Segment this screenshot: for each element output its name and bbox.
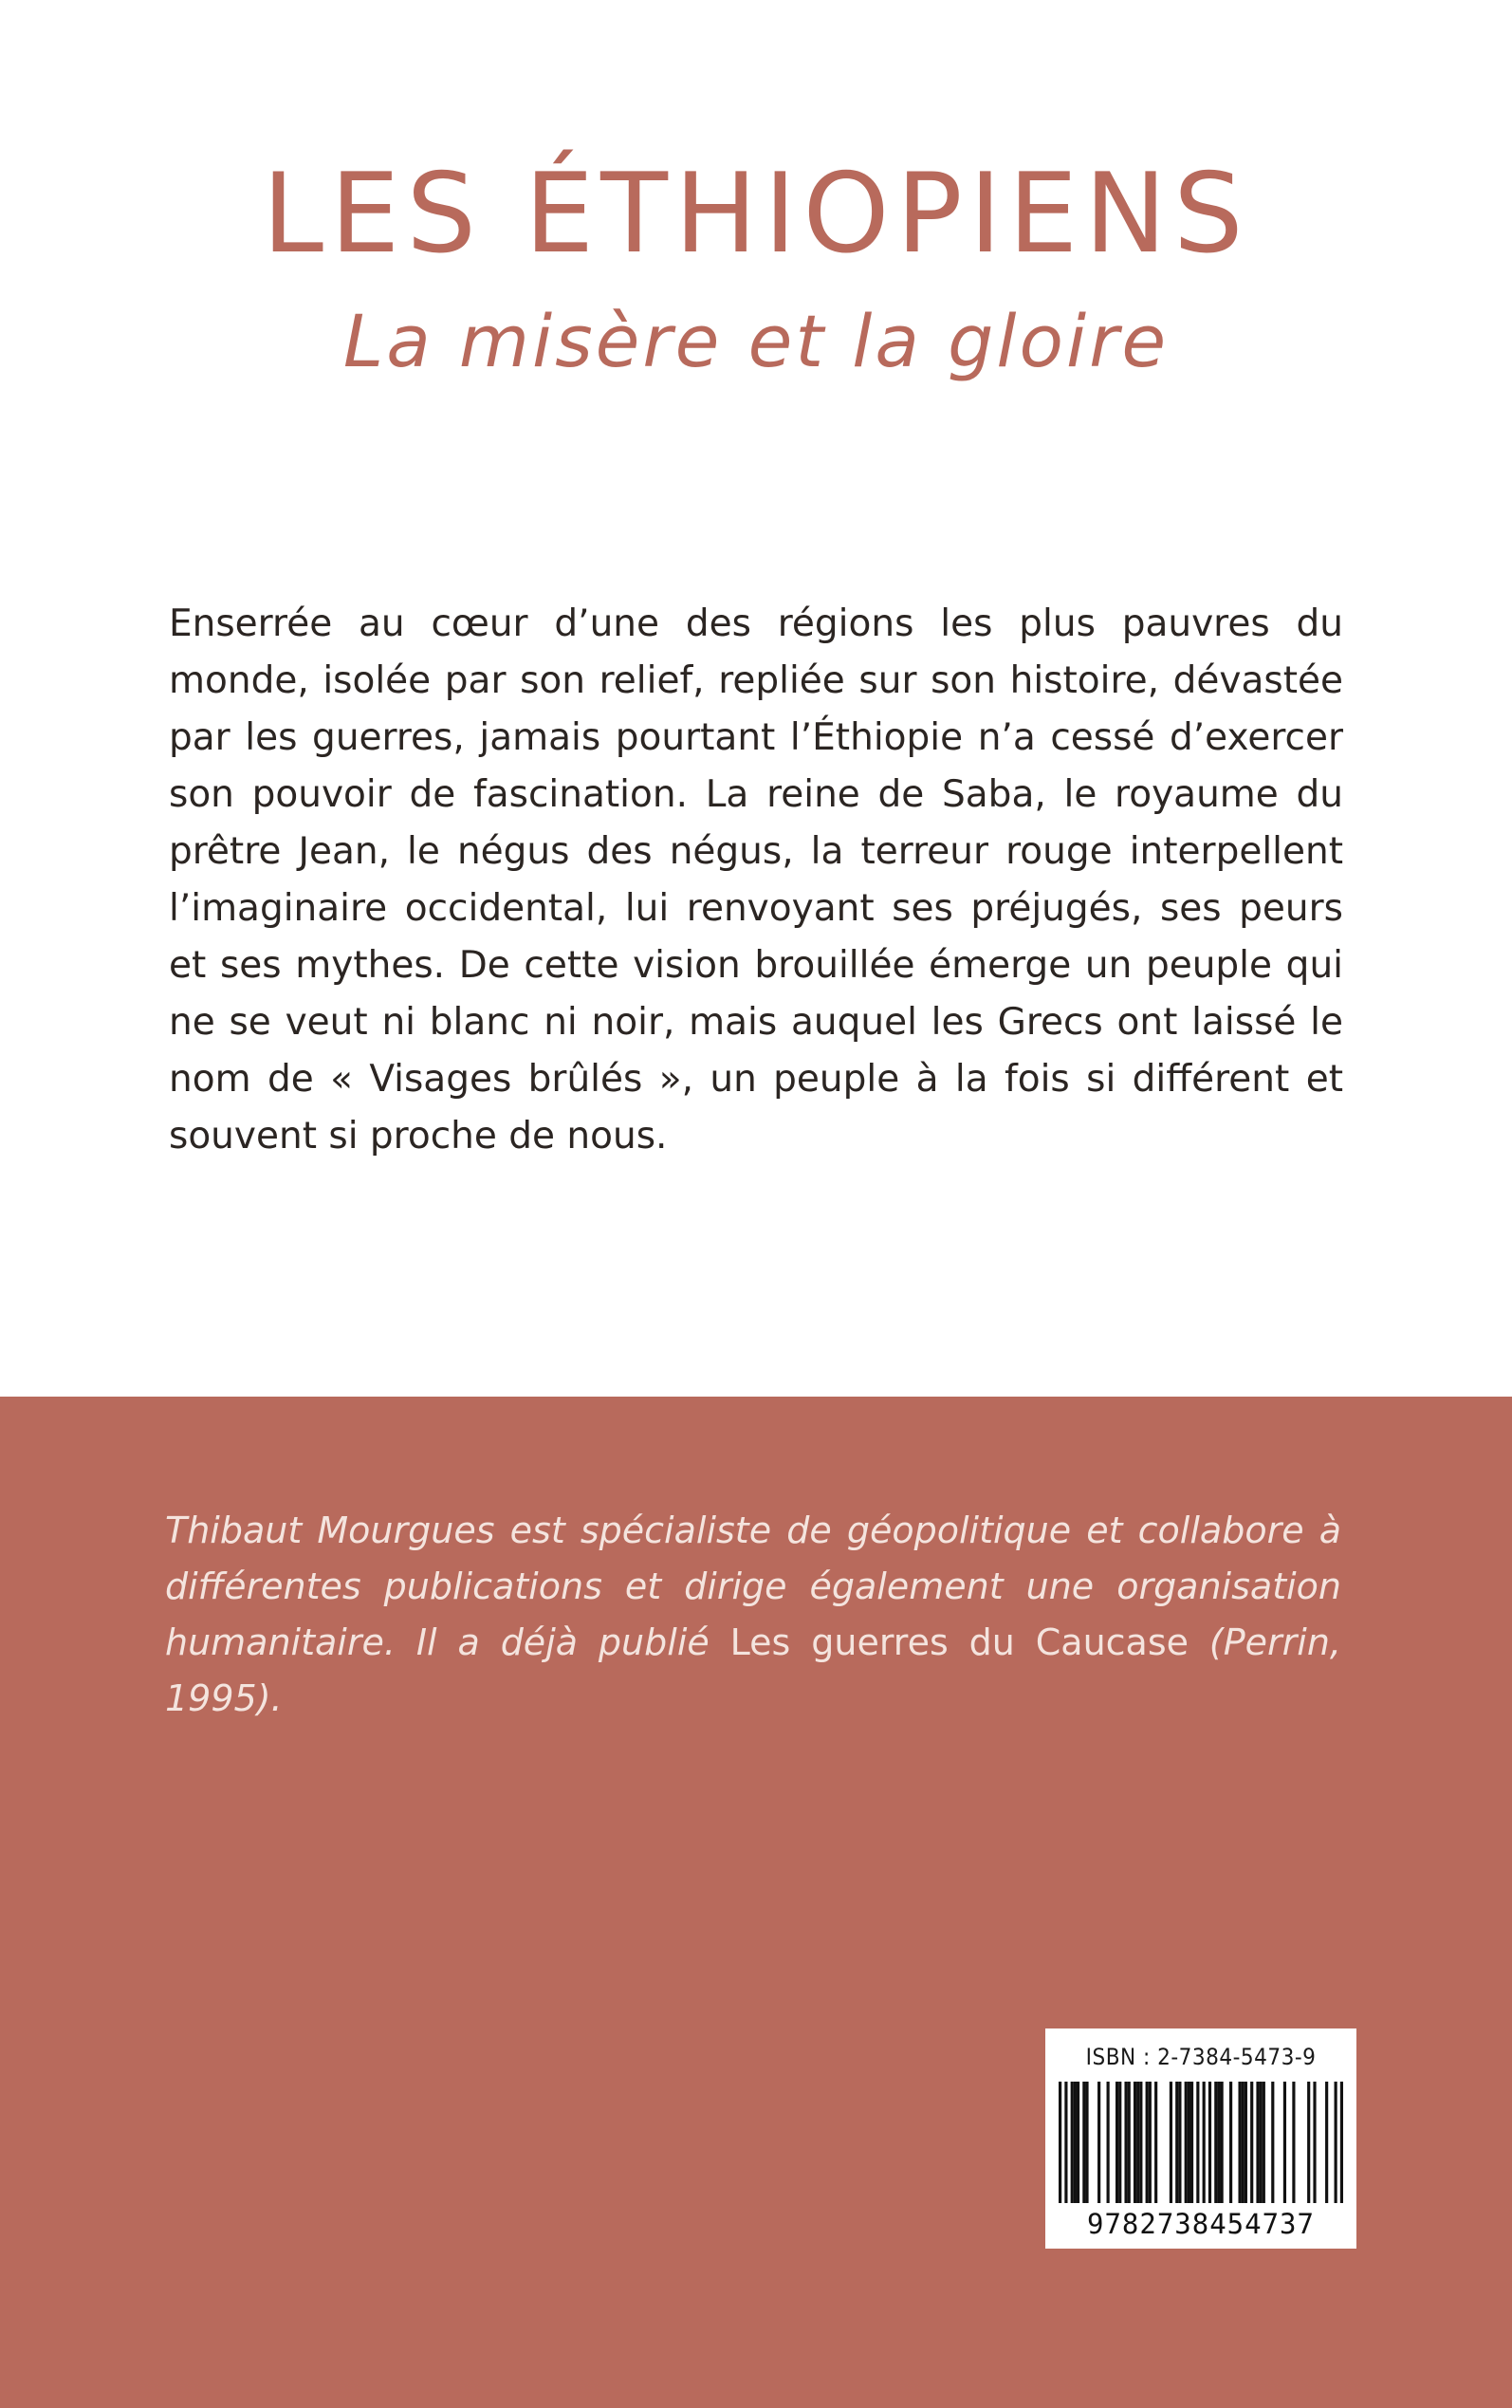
barcode-bar <box>1074 2082 1077 2203</box>
isbn-label: ISBN : 2-7384-5473-9 <box>1085 2044 1317 2070</box>
barcode-bar <box>1170 2082 1172 2203</box>
barcode-bar <box>1071 2082 1074 2203</box>
barcode-bar <box>1107 2082 1110 2203</box>
barcode-bar <box>1124 2082 1127 2203</box>
barcode-bar <box>1250 2082 1253 2203</box>
barcode-bar <box>1340 2082 1343 2203</box>
barcode-bar <box>1283 2082 1286 2203</box>
barcode-bar <box>1245 2082 1247 2203</box>
barcode-bar <box>1082 2082 1085 2203</box>
book-blurb: Enserrée au cœur d’une des régions les plus pauvres du monde, isolée par son relief, repliée sur son histoire, dévastée par les guerres, jamais pourtant l’Éthiopie n’a cessé d’exercer son pouvoir de fascination. La reine de Saba, le royaume du prêtre Jean, le négus des négus, la terreur rouge interpellent l’imaginaire occidental, lui renvoyant ses préjugés, ses peurs et ses mythes. De cette vision brouillée émerge un peuple qui ne se veut ni blanc ni noir, mais auquel les Grecs ont laissé le nom de « Visages brûlés », un peuple à la fois si différent et souvent si proche de nous. <box>169 602 1343 1158</box>
barcode-bar <box>1128 2082 1131 2203</box>
barcode-bar <box>1208 2082 1211 2203</box>
barcode-bar <box>1196 2082 1199 2203</box>
barcode-bar <box>1097 2082 1100 2203</box>
ean-number: 9782738454737 <box>1087 2208 1315 2240</box>
barcode-bar <box>1064 2082 1067 2203</box>
barcode-bar <box>1059 2082 1061 2203</box>
barcode-bar <box>1188 2082 1190 2203</box>
barcode-bar <box>1313 2082 1316 2203</box>
barcode-bar <box>1221 2082 1224 2203</box>
barcode-bar <box>1134 2082 1136 2203</box>
barcode-bar <box>1325 2082 1328 2203</box>
barcode-bar <box>1139 2082 1142 2203</box>
author-bio <box>165 1503 1341 1727</box>
barcode-bar <box>1263 2082 1265 2203</box>
barcode-bar <box>1203 2082 1206 2203</box>
barcode-bar <box>1335 2082 1337 2203</box>
barcode-bar <box>1116 2082 1118 2203</box>
author-bio-publisher: (Perrin, 1995). <box>165 1621 1342 1719</box>
previous-book-title: Les guerres du Caucase <box>729 1621 1189 1663</box>
barcode-bar <box>1307 2082 1310 2203</box>
barcode-bar <box>1077 2082 1079 2203</box>
barcode <box>1059 2082 1343 2203</box>
barcode-bar <box>1190 2082 1193 2203</box>
barcode-bar <box>1260 2082 1263 2203</box>
barcode-bar <box>1085 2082 1088 2203</box>
barcode-bar <box>1229 2082 1232 2203</box>
isbn-barcode-box <box>1045 2028 1356 2249</box>
barcode-bar <box>1154 2082 1157 2203</box>
barcode-bar <box>1214 2082 1217 2203</box>
book-subtitle: La misère et la gloire <box>342 299 1170 383</box>
barcode-bar <box>1256 2082 1259 2203</box>
barcode-bar <box>1149 2082 1152 2203</box>
barcode-bar <box>1136 2082 1139 2203</box>
barcode-bar <box>1178 2082 1181 2203</box>
barcode-bar <box>1175 2082 1178 2203</box>
barcode-bar <box>1146 2082 1149 2203</box>
author-bio-text: Thibaut Mourgues est spécialiste de géopolitique et collabore à différentes publications et dirige également une organisation humanitaire. Il a déjà publié <box>165 1510 1341 1663</box>
book-title: LES ÉTHIOPIENS <box>262 150 1250 278</box>
barcode-bar <box>1118 2082 1121 2203</box>
barcode-bar <box>1271 2082 1274 2203</box>
barcode-bar <box>1292 2082 1295 2203</box>
barcode-bar <box>1242 2082 1245 2203</box>
barcode-bar <box>1185 2082 1188 2203</box>
barcode-bar <box>1217 2082 1220 2203</box>
barcode-bar <box>1238 2082 1241 2203</box>
